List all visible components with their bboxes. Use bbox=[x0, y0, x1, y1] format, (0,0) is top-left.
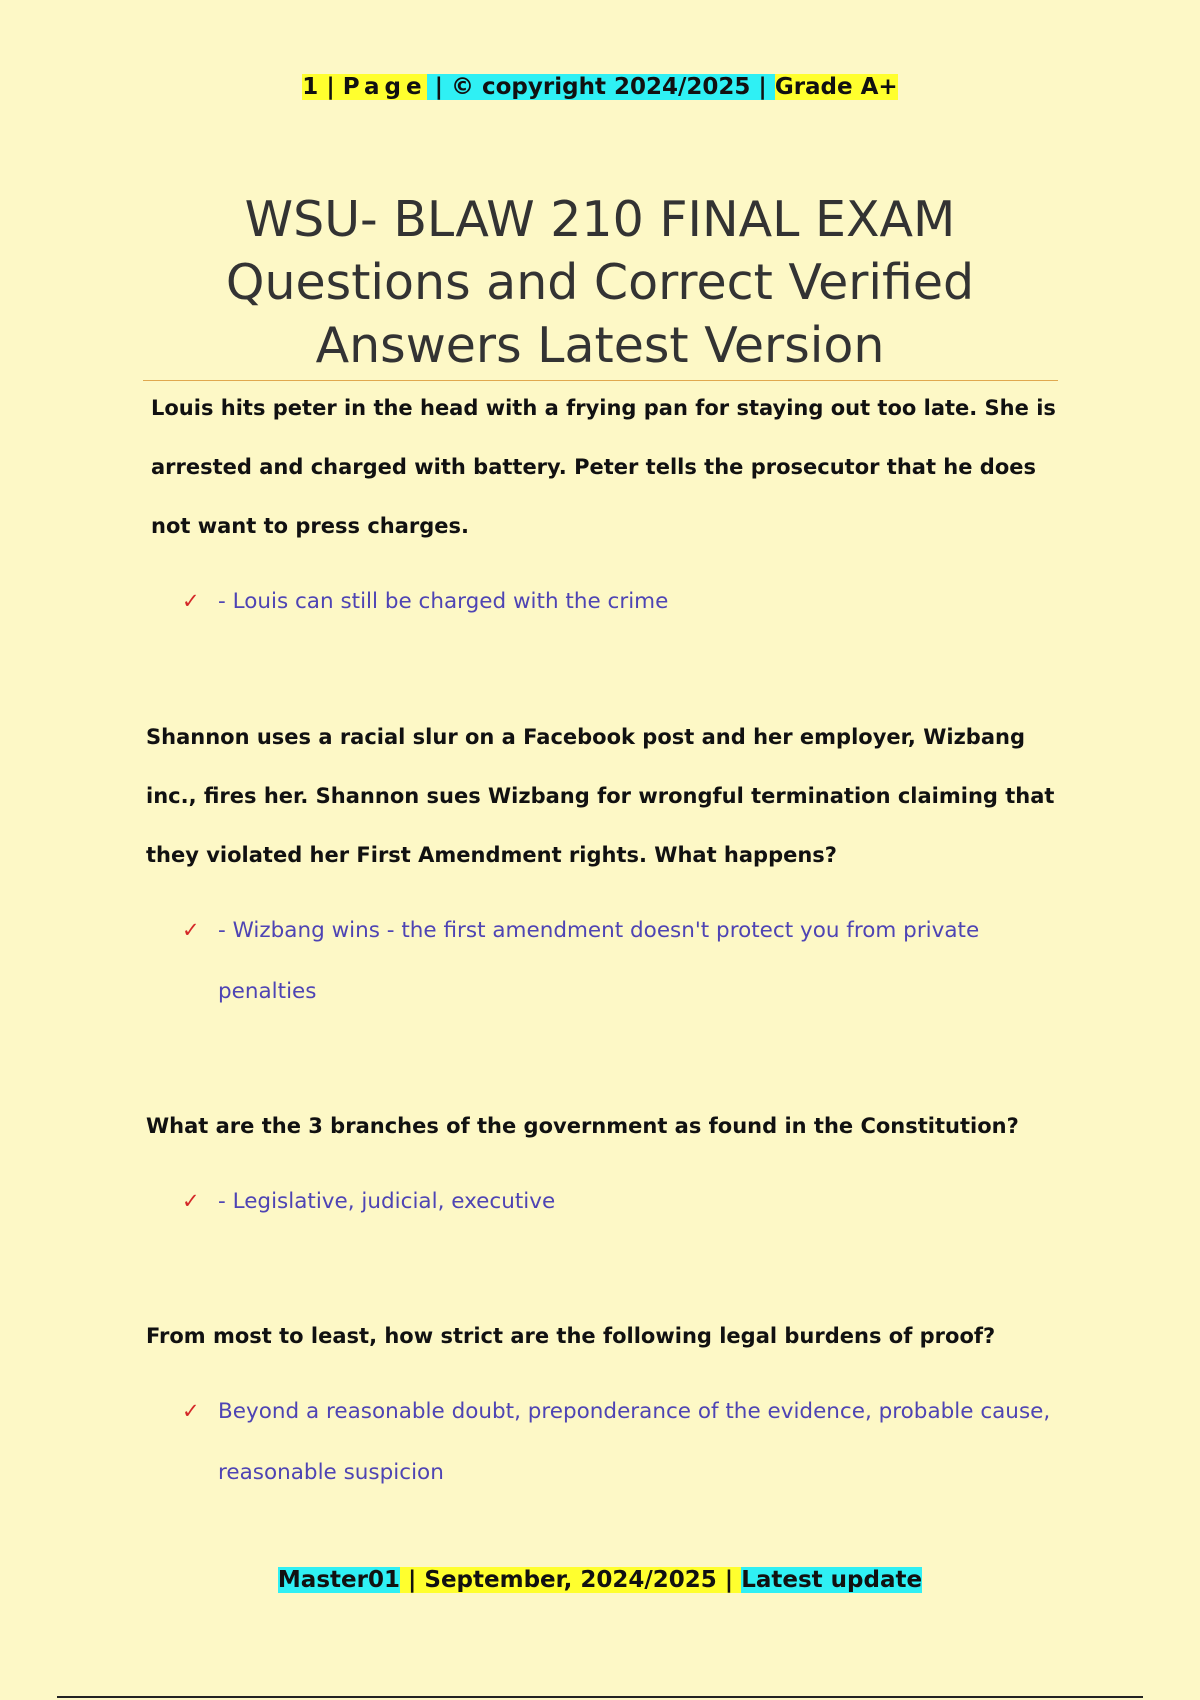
grade-badge: Grade A+ bbox=[774, 74, 898, 100]
answer-text: Beyond a reasonable doubt, preponderance of the evidence, probable cause, reasonable suspicion bbox=[218, 1399, 1051, 1485]
answer-3 bbox=[182, 1171, 1062, 1232]
bottom-divider bbox=[57, 1696, 1143, 1698]
page-footer bbox=[0, 1567, 1200, 1593]
answer-text: - Wizbang wins - the first amendment doesn't protect you from private penalties bbox=[218, 918, 980, 1004]
answer-text: - Louis can still be charged with the crime bbox=[218, 589, 669, 614]
checkmark-icon: ✓ bbox=[182, 589, 200, 613]
update-badge: Latest update bbox=[741, 1567, 923, 1593]
checkmark-icon: ✓ bbox=[182, 918, 200, 942]
checkmark-icon: ✓ bbox=[182, 1399, 200, 1423]
question-1: Louis hits peter in the head with a frying pan for staying out too late. She is arrested and charged with battery. Peter tells the prosecutor that he does not want to press charges. bbox=[151, 396, 1056, 538]
answer-text: - Legislative, judicial, executive bbox=[218, 1189, 556, 1214]
question-4: From most to least, how strict are the following legal burdens of proof? bbox=[146, 1324, 996, 1348]
answer-4 bbox=[182, 1381, 1062, 1503]
question-3: What are the 3 branches of the government as found in the Constitution? bbox=[146, 1114, 1019, 1138]
title-line-1: WSU- BLAW 210 FINAL EXAM bbox=[244, 191, 956, 248]
checkmark-icon: ✓ bbox=[182, 1189, 200, 1213]
question-2: Shannon uses a racial slur on a Facebook post and her employer, Wizbang inc., fires her. Shannon sues Wizbang for wrongful termination claiming that they violated her First Amendment rights. What happens? bbox=[146, 725, 1055, 867]
answer-2 bbox=[182, 900, 1062, 1022]
copyright-text: © copyright 2024/2025 bbox=[450, 74, 751, 100]
answer-1 bbox=[182, 571, 1062, 632]
page-header bbox=[0, 74, 1200, 100]
page-label: Page bbox=[342, 74, 427, 100]
title-line-3: Answers Latest Version bbox=[315, 317, 885, 374]
title-line-2: Questions and Correct Verified bbox=[225, 254, 975, 311]
page-number-badge: 1 | Page bbox=[302, 74, 427, 100]
page-number: 1 bbox=[302, 74, 319, 100]
date-badge: | September, 2024/2025 | bbox=[399, 1567, 742, 1593]
author-badge: Master01 bbox=[277, 1567, 400, 1593]
document-title bbox=[120, 188, 1080, 377]
copyright-badge: | © copyright 2024/2025 | bbox=[426, 74, 775, 100]
date-text: September, 2024/2025 bbox=[424, 1567, 717, 1593]
